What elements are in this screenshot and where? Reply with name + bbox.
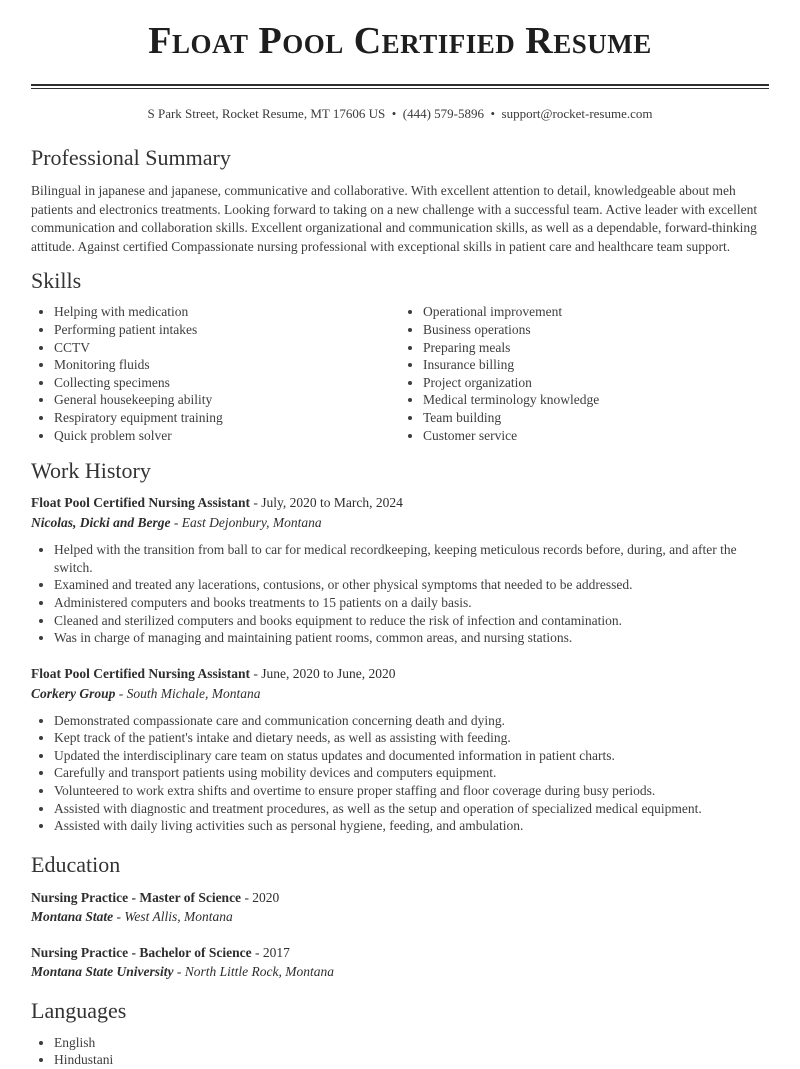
skill-item: • Respiratory equipment training	[54, 409, 400, 427]
job-bullet: • Was in charge of managing and maintaining patient rooms, common areas, and nursing stations.	[54, 629, 769, 647]
education-entry	[31, 888, 769, 926]
job-dates: - July, 2020 to March, 2024	[253, 495, 403, 511]
contact-line: S Park Street, Rocket Resume, MT 17606 US • (444) 579-5896 • support@rocket-resume.com	[147, 106, 653, 121]
education-school: Montana State	[31, 908, 114, 924]
education-entry	[31, 943, 769, 981]
section-skills	[31, 268, 769, 444]
skills-list-left	[31, 303, 400, 444]
education-degree-line	[31, 888, 769, 907]
job-entry	[31, 493, 769, 647]
job-company-line	[31, 684, 769, 704]
job-entry	[31, 664, 769, 835]
job-bullet: • Assisted with daily living activities such as personal hygiene, feeding, and ambulation.	[54, 817, 769, 835]
section-languages	[31, 998, 769, 1069]
job-bullet: • Administered computers and books treatments to 15 patients on a daily basis.	[54, 594, 769, 612]
job-title: Float Pool Certified Nursing Assistant	[31, 495, 250, 511]
job-title-line	[31, 493, 769, 513]
skill-item: • Operational improvement	[423, 303, 769, 321]
skill-item: • Team building	[423, 409, 769, 427]
skill-item: • Preparing meals	[423, 339, 769, 357]
section-education	[31, 852, 769, 981]
skill-item: • Collecting specimens	[54, 374, 400, 392]
skill-item: • General housekeeping ability	[54, 391, 400, 409]
education-degree: Nursing Practice - Bachelor of Science	[31, 944, 252, 960]
job-bullet: • Demonstrated compassionate care and communication concerning death and dying.	[54, 712, 769, 730]
job-company-line	[31, 513, 769, 533]
section-work-history	[31, 458, 769, 835]
resume-header	[31, 0, 769, 122]
job-bullet-list	[31, 712, 769, 835]
education-location: - West Allis, Montana	[116, 908, 233, 924]
job-title: Float Pool Certified Nursing Assistant	[31, 665, 250, 681]
job-bullet: • Kept track of the patient's intake and dietary needs, as well as assisting with feeding.	[54, 729, 769, 747]
job-bullet: • Cleaned and sterilized computers and books equipment to reduce the risk of infection and contamination.	[54, 612, 769, 630]
job-bullet: • Examined and treated any lacerations, contusions, or other physical symptoms that needed to be addressed.	[54, 576, 769, 594]
summary-heading: Professional Summary	[31, 145, 231, 170]
education-year: - 2017	[254, 944, 290, 960]
education-heading: Education	[31, 851, 121, 877]
job-bullet: • Carefully and transport patients using mobility devices and computers equipment.	[54, 764, 769, 782]
language-item: • English	[54, 1034, 769, 1052]
skill-item: • Monitoring fluids	[54, 356, 400, 374]
language-item: • Hindustani	[54, 1051, 769, 1069]
job-dates: - June, 2020 to June, 2020	[253, 665, 396, 681]
job-location: - East Dejonbury, Montana	[173, 515, 322, 531]
skill-item: • Insurance billing	[423, 356, 769, 374]
skill-item: • Medical terminology knowledge	[423, 391, 769, 409]
job-company: Corkery Group	[31, 685, 116, 701]
education-degree-line	[31, 943, 769, 962]
job-bullet: • Updated the interdisciplinary care team on status updates and documented information in patient charts.	[54, 747, 769, 765]
skill-item: • Quick problem solver	[54, 427, 400, 445]
education-school-line	[31, 907, 769, 926]
section-professional-summary	[31, 145, 769, 256]
skills-heading: Skills	[31, 268, 82, 294]
skill-item: • Project organization	[423, 374, 769, 392]
education-location: - North Little Rock, Montana	[176, 963, 334, 979]
skills-list-right	[400, 303, 769, 444]
job-bullet: • Assisted with diagnostic and treatment procedures, as well as the setup and operation of specialized medical equipment.	[54, 800, 769, 818]
languages-list	[31, 1034, 769, 1069]
skill-item: • CCTV	[54, 339, 400, 357]
summary-paragraph: Bilingual in japanese and japanese, communicative and collaborative. With excellent attention to detail, knowledgeable about meh patients and electronics treatments. Looking forward to taking on a new challenge with a successful team. Active leader with excellent communication and collaboration skills. Excellent organizational and communication skills, as well as a dependable, forward-thinking attitude. Against certified Compassionate nursing professional with exceptional skills in patient care and healthcare team support.	[31, 183, 758, 254]
education-degree: Nursing Practice - Master of Science	[31, 889, 242, 905]
work-history-heading: Work History	[31, 458, 151, 484]
job-location: - South Michale, Montana	[118, 685, 261, 701]
job-company: Nicolas, Dicki and Berge	[31, 515, 171, 531]
skill-item: • Business operations	[423, 321, 769, 339]
job-bullet: • Helped with the transition from ball to car for medical recordkeeping, keeping meticulous records before, during, and after the switch.	[54, 541, 769, 576]
education-year: - 2020	[244, 889, 280, 905]
education-school-line	[31, 962, 769, 981]
job-title-line	[31, 664, 769, 684]
page-title: Float Pool Certified Resume	[148, 20, 652, 62]
skill-item: • Performing patient intakes	[54, 321, 400, 339]
job-bullet: • Volunteered to work extra shifts and overtime to ensure proper staffing and floor coverage during busy periods.	[54, 782, 769, 800]
skill-item: • Helping with medication	[54, 303, 400, 321]
education-school: Montana State University	[31, 963, 174, 979]
languages-heading: Languages	[31, 997, 127, 1023]
skill-item: • Customer service	[423, 427, 769, 445]
skills-columns	[31, 303, 769, 444]
job-bullet-list	[31, 541, 769, 647]
header-divider	[31, 84, 769, 89]
